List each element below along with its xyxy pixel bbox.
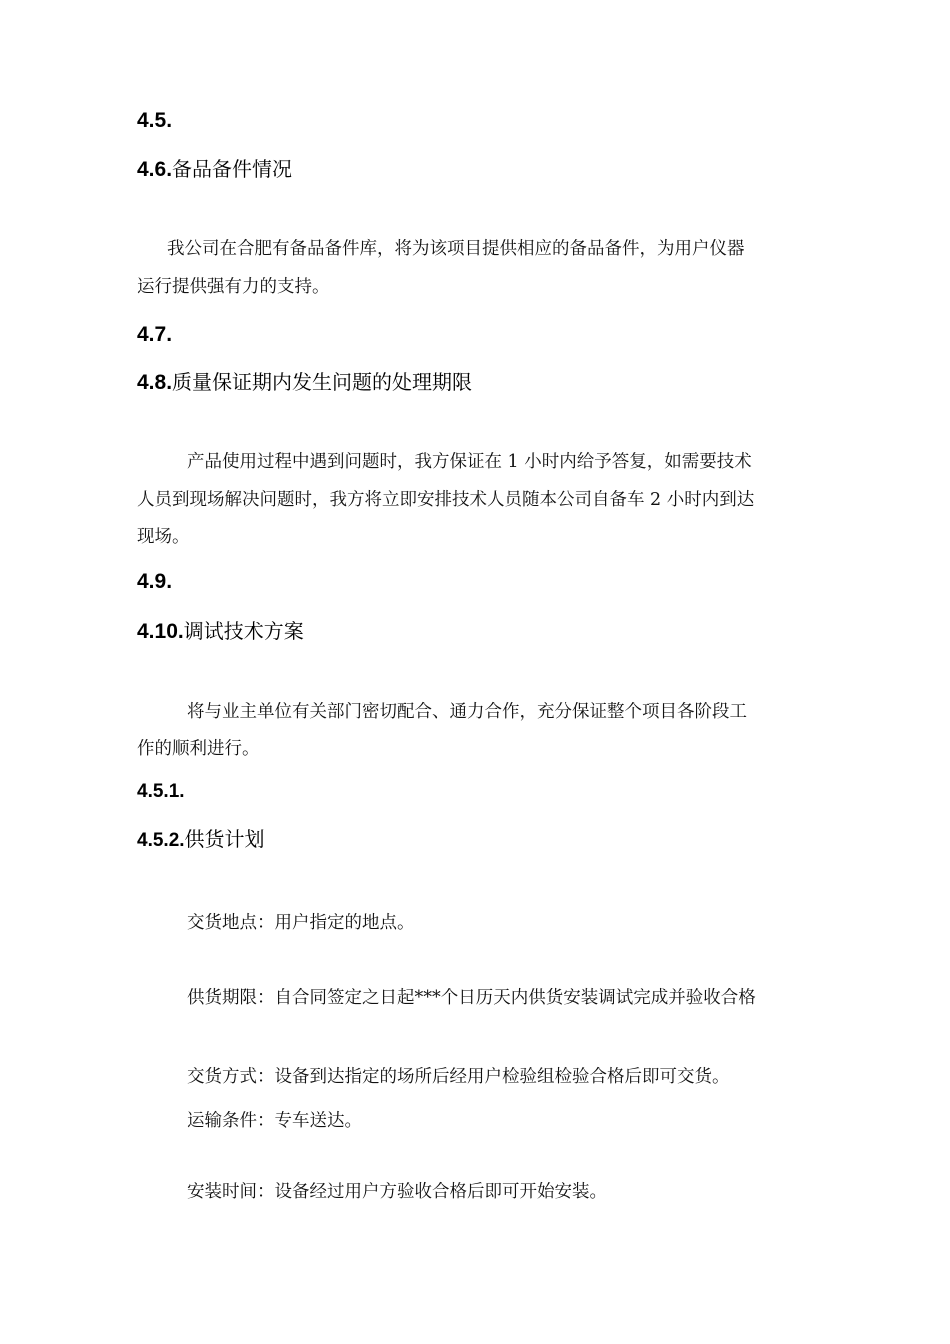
heading-number: 4.8. — [137, 371, 173, 394]
paragraph-line: 作的顺利进行。 — [137, 739, 260, 759]
heading-4-9 — [137, 568, 172, 595]
heading-number: 4.9. — [137, 570, 173, 593]
heading-4-10 — [137, 618, 304, 645]
supply-method: 交货方式：设备到达指定的场所后经用户检验组检验合格后即可交货。 — [187, 1067, 730, 1087]
heading-text: 质量保证期内发生问题的处理期限 — [172, 370, 473, 394]
heading-4-6 — [137, 156, 292, 183]
heading-number: 4.6. — [137, 158, 173, 181]
heading-4-7 — [137, 321, 172, 348]
paragraph-line: 人员到现场解决问题时，我方将立即安排技术人员随本公司自备车 2 小时内到达 — [137, 490, 755, 510]
heading-4-5 — [137, 107, 172, 134]
supply-transport: 运输条件：专车送达。 — [187, 1111, 362, 1131]
supply-install: 安装时间：设备经过用户方验收合格后即可开始安装。 — [187, 1182, 607, 1202]
heading-number: 4.5. — [137, 109, 173, 132]
heading-number: 4.10. — [137, 620, 184, 643]
paragraph-line: 运行提供强有力的支持。 — [137, 277, 330, 297]
heading-4-5-1 — [137, 777, 185, 805]
heading-number: 4.7. — [137, 323, 173, 346]
supply-location: 交货地点：用户指定的地点。 — [187, 913, 415, 933]
heading-text: 供货计划 — [184, 827, 265, 851]
heading-4-8 — [137, 369, 472, 396]
paragraph-line: 产品使用过程中遇到问题时，我方保证在 1 小时内给予答复，如需要技术 — [187, 452, 752, 472]
paragraph-line: 我公司在合肥有备品备件库，将为该项目提供相应的备品备件，为用户仪器 — [167, 239, 745, 259]
supply-period: 供货期限：自合同签定之日起***个日历天内供货安装调试完成并验收合格 — [187, 988, 756, 1008]
paragraph-line: 将与业主单位有关部门密切配合、通力合作，充分保证整个项目各阶段工 — [187, 702, 747, 722]
heading-text: 备品备件情况 — [172, 157, 293, 181]
heading-number: 4.5.1. — [137, 781, 185, 802]
heading-text: 调试技术方案 — [183, 619, 304, 643]
heading-4-5-2 — [137, 826, 265, 854]
heading-number: 4.5.2. — [137, 830, 185, 851]
paragraph-line: 现场。 — [137, 527, 190, 547]
